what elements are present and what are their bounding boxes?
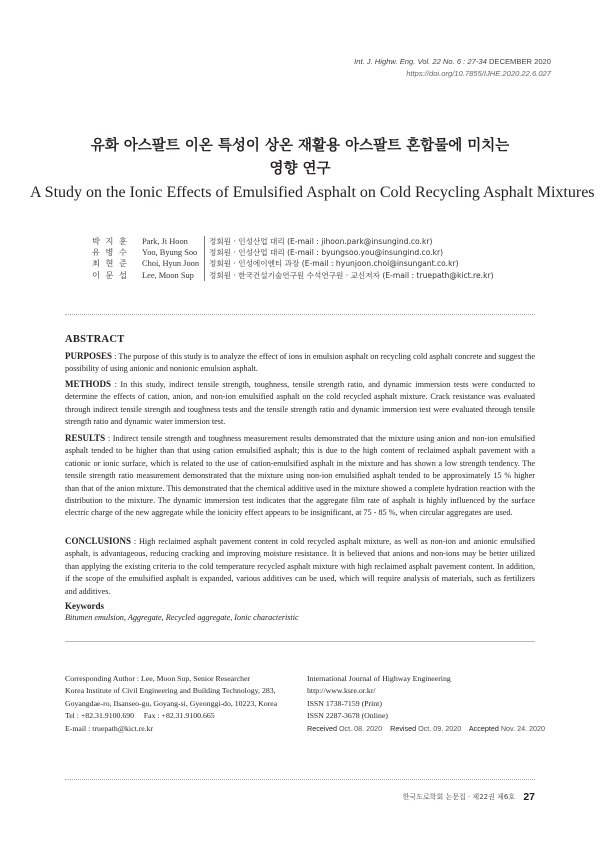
journal-full-name: International Journal of Highway Engineering [307, 674, 451, 683]
accepted-label: Accepted [468, 723, 499, 733]
author-english-name: Park, Ji Hoon [142, 237, 188, 246]
korean-title-line2: 영향 연구 [269, 161, 331, 177]
received-date: Oct. 08. 2020 [338, 723, 383, 733]
author-affiliation: 정회원 · 한국건설기술연구원 수석연구원 · 교신저자 (E-mail : truepath@kict.re.kr) [204, 270, 494, 281]
keywords-text: Bitumen emulsion, Aggregate, Recycled aggregate, Ionic characteristic [65, 613, 299, 622]
corresponding-address: Goyangdae-ro, Ilsanseo-gu, Goyang-si, Gyeonggi-do, 10223, Korea [65, 698, 278, 708]
author-korean-name: 이 문 섭 [92, 269, 129, 280]
english-title: A Study on the Ionic Effects of Emulsified Asphalt on Cold Recycling Asphalt Mixtures [30, 184, 595, 201]
abstract-methods [65, 378, 535, 429]
author-list [92, 236, 494, 281]
abstract-conclusions [65, 535, 535, 598]
korean-title-line1: 유화 아스팔트 이온 특성이 상온 재활용 아스팔트 혼합물에 미치는 [90, 138, 510, 154]
page-number: 27 [523, 791, 535, 803]
author-affiliation: 정회원 · 인성에이엔티 과장 (E-mail : hyunjoon.choi@insungant.co.kr) [204, 258, 459, 269]
abstract-heading: ABSTRACT [65, 334, 125, 345]
author-row [92, 270, 494, 281]
author-english-name: Choi, Hyun Joon [142, 259, 200, 269]
purposes-text: : The purpose of this study is to analyze the effect of ions in emulsion asphalt on recycling cold asphalt concrete and suggest the possibility of using anionic and nonionic emulsion asphalt. [65, 352, 535, 374]
purposes-label: PURPOSES [65, 351, 113, 361]
conclusions-text: : High reclaimed asphalt pavement content in cold recycled asphalt mixture, as well as non-ion and anionic emulsified asphalt, is advantageous, reducing cracking and improving moisture resistance. It is believed that anions and non-ions may be better utilized than applying the existing criteria to the cold temperature recycled asphalt mixture with high reclaimed asphalt pavement content. In addition, if the scope of the emulsified asphalt is expanded, various additives can be used, which will require analysis of materials, such as fertilizers and additives. [65, 537, 535, 596]
received-label: Received [307, 723, 337, 733]
footer-journal: 한국도로학회 논문집 · 제22권 제6호 [402, 793, 516, 801]
conclusions-label: CONCLUSIONS [65, 536, 132, 546]
results-label: RESULTS [65, 433, 106, 443]
page-footer [403, 791, 535, 803]
author-korean-name: 유 병 수 [92, 247, 129, 258]
methods-label: METHODS [65, 379, 112, 389]
journal-name: Int. J. Highw. Eng. [354, 57, 416, 66]
corresponding-institution: Korea Institute of Civil Engineering and Building Technology, 283, [65, 686, 276, 696]
journal-info-block [307, 673, 551, 735]
journal-citation [354, 56, 551, 68]
author-row [92, 236, 494, 247]
author-affiliation: 정회원 · 인성산업 대리 (E-mail : byungsoo.you@insungind.co.kr) [204, 247, 443, 258]
article-dates [307, 723, 551, 735]
corresponding-phone: Tel : +82.31.9100.690 Fax : +82.31.9100.665 [65, 711, 215, 721]
author-row [92, 247, 494, 258]
journal-url[interactable]: http://www.ksre.or.kr/ [307, 686, 376, 696]
revised-date: Oct. 09. 2020 [418, 723, 462, 733]
abstract-results [65, 432, 535, 520]
divider [65, 641, 535, 642]
corresponding-email: E-mail : truepath@kict.re.kr [65, 723, 154, 733]
footer-divider [65, 779, 535, 780]
accepted-date: Nov. 24. 2020 [500, 723, 546, 733]
journal-date: DECEMBER 2020 [488, 57, 551, 66]
author-korean-name: 박 지 훈 [92, 236, 129, 246]
author-english-name: Lee, Moon Sup [142, 270, 194, 280]
divider [65, 314, 535, 315]
results-text: : Indirect tensile strength and toughness measurement results demonstrated that the mixture using anion and non-ion emulsified asphalt tended to be higher than that using cation emulsified asphalt; this is due to the high content of reclaimed asphalt pavement with a cationic or ionic surface, which is related to the use of cation-emulsified asphalt in the mixture and has shown a low strength tendency. The tensile strength ratio measurement demonstrated that the mixture using non-ion emulsified asphalt tended to be approximately 15 % higher than that of the anion mixture. This demonstrated that the chemical additive used in the mixture showed a complete hydration reaction with the distribution to the mixture. The dynamic immersion test indicates that the aggregate film rate of asphalt is highly influenced by the surface electric charge of the new aggregate while the ionicity effect appears to be insignificant, at 75 - 85 %, when circular aggregates are used. [65, 434, 535, 518]
journal-volume: Vol. 22 No. 6 : 27-34 [417, 57, 487, 66]
author-english-name: Yoo, Byung Soo [142, 248, 198, 258]
methods-text: : In this study, indirect tensile strength, toughness, tensile strength ratio, and dynamic immersion tests were conducted to determine the effects of cation, anion, and non-ion emulsified asphalt on the cold recycled asphalt mixture. Crack resistance was evaluated through indirect tensile strength and toughness tests and the tensile strength ratio and dynamic immersion test were evaluated through tensile strength ratio and dynamic water immersion test. [65, 380, 535, 427]
issn-print: ISSN 1738-7159 (Print) [307, 698, 382, 708]
issn-online: ISSN 2287-3678 (Online) [307, 711, 388, 721]
author-affiliation: 정회원 · 인성산업 대리 (E-mail : jihoon.park@insungind.co.kr) [204, 236, 432, 247]
author-korean-name: 최 현 준 [92, 258, 129, 269]
revised-label: Revised [390, 723, 417, 733]
corresponding-author: Corresponding Author : Lee, Moon Sup, Senior Researcher [65, 674, 251, 683]
abstract-purposes [65, 350, 535, 376]
author-row [92, 258, 494, 269]
keywords-heading: Keywords [65, 601, 104, 611]
doi-link[interactable]: https://doi.org/10.7855/IJHE.2020.22.6.027 [406, 69, 551, 78]
corresponding-author-block [65, 673, 295, 735]
